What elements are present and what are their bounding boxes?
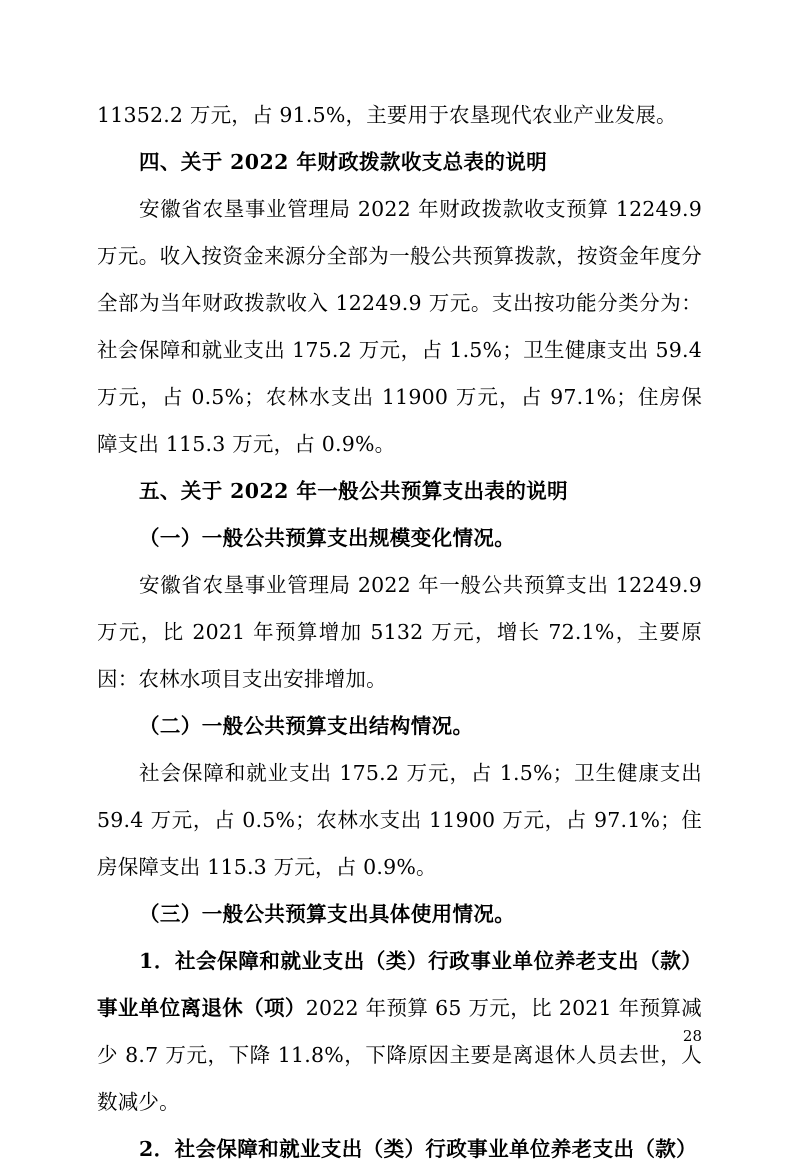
subheading-two: （二）一般公共预算支出结构情况。 [139,714,474,738]
paragraph-expenditure-structure: 社会保障和就业支出 175.2 万元，占 1.5%；卫生健康支出 59.4 万元，占 0.5%；农林水支出 11900 万元，占 97.1%；住房保障支出 115.3 万元，占 0.9%。 [97,761,702,879]
section-heading-five: 五、关于 2022 年一般公共预算支出表的说明 [139,479,569,503]
paragraph-item-two: 2．社会保障和就业支出（类）行政事业单位养老支出（款） [139,1137,698,1161]
subheading-three: （三）一般公共预算支出具体使用情况。 [139,902,516,926]
paragraph-item-one-bold: 1．社会保障和就业支出（类）行政事业单位养老支出（款）事业单位离退休（项） [97,949,702,1020]
section-heading-four: 四、关于 2022 年财政拨款收支总表的说明 [139,150,548,174]
subheading-one: （一）一般公共预算支出规模变化情况。 [139,526,516,550]
paragraph-item-one [97,938,702,1126]
paragraph-fiscal-allocation-summary: 安徽省农垦事业管理局 2022 年财政拨款收支预算 12249.9 万元。收入按资金来源分全部为一般公共预算拨款，按资金年度分全部为当年财政拨款收入 12249.9 万元。支出按功能分类分为：社会保障和就业支出 175.2 万元，占 1.5%；卫生健康支出 59.4 万元，占 0.5%；农林水支出 11900 万元，占 97.1%；住房保障支出 115.3 万元，占 0.9%。 [97,197,702,456]
paragraph-continuation: 11352.2 万元，占 91.5%，主要用于农垦现代农业产业发展。 [97,103,677,127]
paragraph-item-one-rest: 2022 年预算 65 万元，比 2021 年预算减少 8.7 万元，下降 11.8%，下降原因主要是离退休人员去世，人数减少。 [97,996,702,1114]
page-number: 28 [682,1027,702,1045]
paragraph-expenditure-scale-change: 安徽省农垦事业管理局 2022 年一般公共预算支出 12249.9 万元，比 2021 年预算增加 5132 万元，增长 72.1%，主要原因：农林水项目支出安排增加。 [97,573,702,691]
document-body [97,92,702,1173]
